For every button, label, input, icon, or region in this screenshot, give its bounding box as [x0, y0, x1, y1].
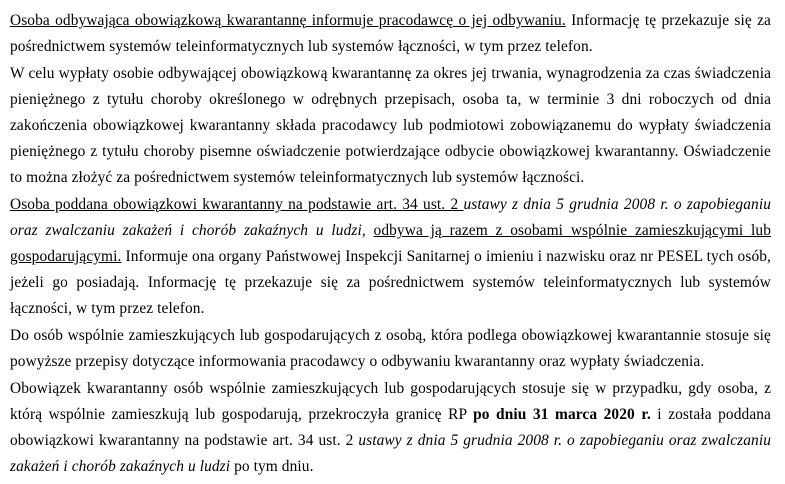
text-run: Informację tę przekazuje się za pośrednictwem systemów teleinformatycznych lub systemów łączności, w tym przez telefon. [10, 12, 771, 55]
paragraph [10, 61, 771, 191]
paragraph-container [10, 8, 771, 480]
paragraph [10, 376, 771, 480]
text-run: i została poddana obowiązkowi kwarantanny na podstawie art. 34 ust. 2 [10, 406, 771, 449]
paragraph [10, 323, 771, 375]
italic-text-run: ustawy z dnia 5 grudnia 2008 r. o zapobieganiu oraz zwalczaniu zakażeń i chorób zakaźnych u ludzi [10, 432, 771, 475]
text-run: po tym dniu. [230, 458, 314, 475]
text-run: Informuje ona organy Państwowej Inspekcji Sanitarnej o imieniu i nazwisku oraz nr PESEL tych osób, jeżeli go posiadają. Informację tę przekazuje się za pośrednictwem systemów teleinformatycznych lub systemów łączności, w tym przez telefon. [10, 248, 771, 317]
text-run: Do osób wspólnie zamieszkujących lub gospodarujących z osobą, która podlega obowiązkowej kwarantannie stosuje się powyższe przepisy dotyczące informowania pracodawcy o odbywaniu kwarantanny oraz wypłaty świadczenia. [10, 327, 771, 370]
text-run: Obowiązek kwarantanny osób wspólnie zamieszkujących lub gospodarujących stosuje się w przypadku, gdy osoba, z którą wspólnie zamieszkują lub gospodarują, przekroczyła granicę RP [10, 380, 771, 423]
underlined-text-run: odbywa ją razem z osobami wspólnie zamieszkującymi lub gospodarującymi. [10, 222, 771, 265]
paragraph [10, 8, 771, 60]
underlined-text-run: Osoba odbywająca obowiązkową kwarantannę informuje pracodawcę o jej odbywaniu. [10, 12, 566, 29]
text-run [366, 222, 374, 239]
italic-text-run: ustawy z dnia 5 grudnia 2008 r. o zapobieganiu oraz zwalczaniu zakażeń i chorób zakaźnych u ludzi, [10, 196, 771, 239]
bold-text-run: po dniu 31 marca 2020 r. [473, 406, 651, 423]
text-run: W celu wypłaty osobie odbywającej obowiązkową kwarantannę za okres jej trwania, wynagrodzenia za czas świadczenia pieniężnego z tytułu choroby określonego w odrębnych przepisach, osoba ta, w terminie 3 dni roboczych od dnia zakończenia obowiązkowej kwarantanny składa pracodawcy lub podmiotowi zobowiązanemu do wypłaty świadczenia pieniężnego z tytułu choroby pisemne oświadczenie potwierdzające odbycie obowiązkowej kwarantanny. Oświadczenie to można złożyć za pośrednictwem systemów teleinformatycznych lub systemów łączności. [10, 65, 771, 186]
underlined-text-run: Osoba poddana obowiązkowi kwarantanny na podstawie art. 34 ust. 2 [10, 196, 464, 213]
paragraph [10, 192, 771, 322]
